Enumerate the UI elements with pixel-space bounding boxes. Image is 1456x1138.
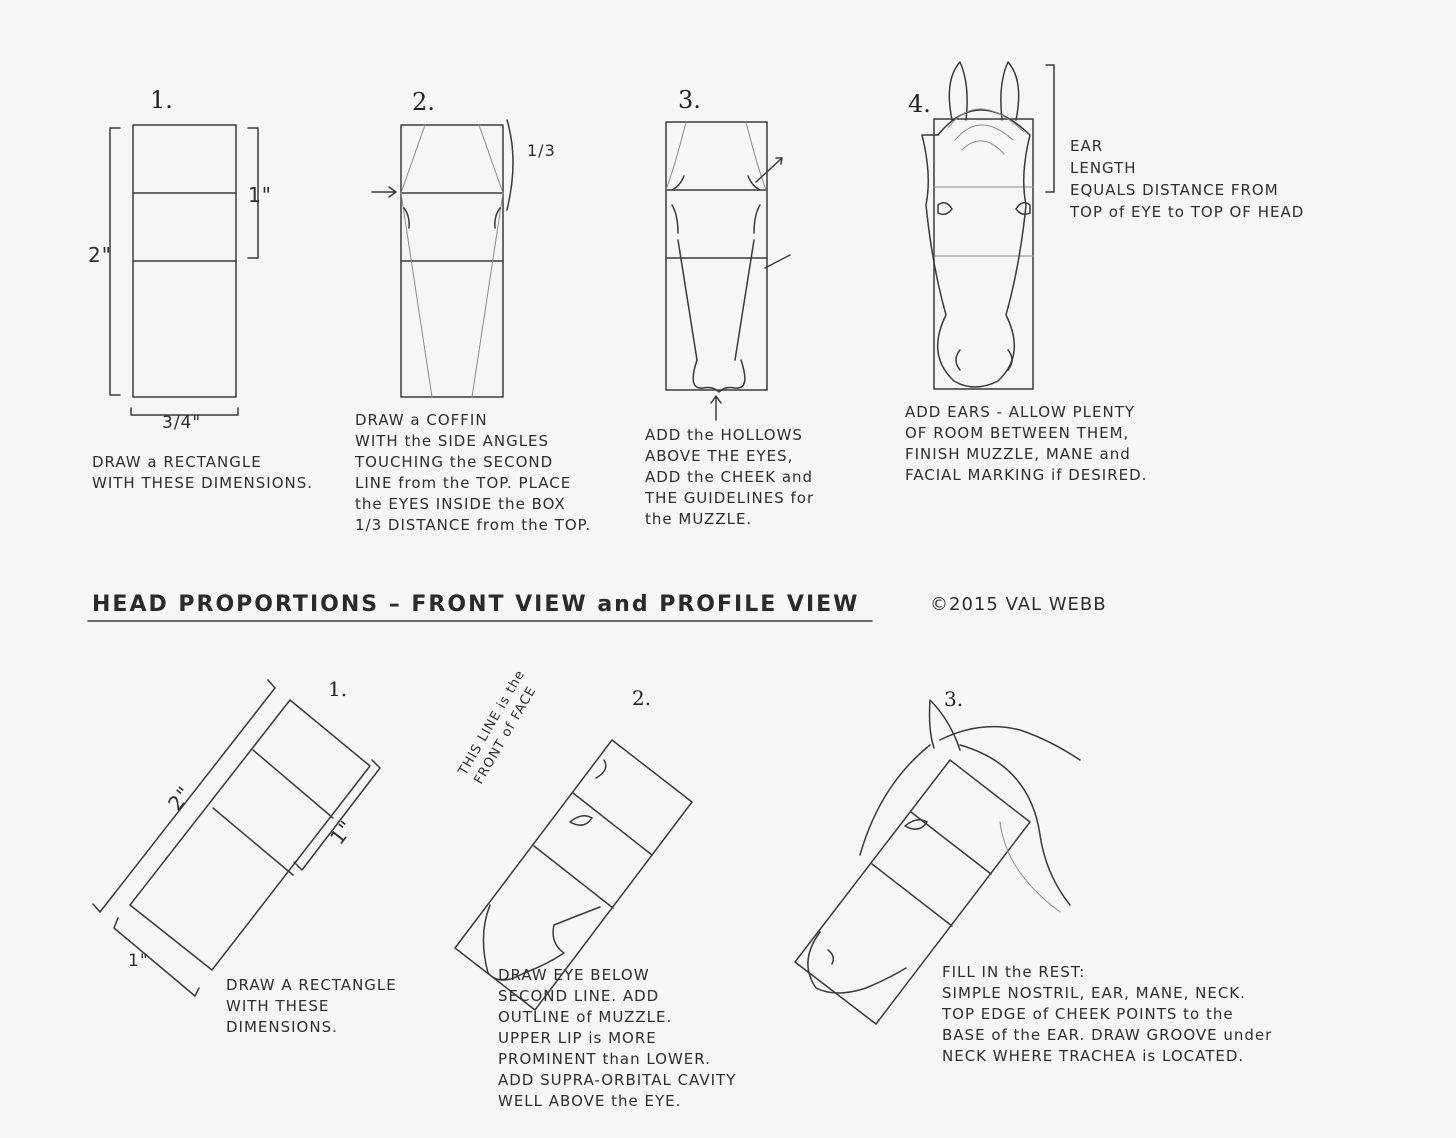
front-step1-height-dim: 2"	[88, 243, 112, 267]
front-of-face-note: THIS LINE is the FRONT of FACE	[455, 667, 540, 787]
ear-length-note: EAR LENGTH EQUALS DISTANCE FROM TOP of EYE to TOP OF HEAD	[1070, 137, 1305, 221]
profile-step1-length-dim: 2"	[163, 781, 197, 816]
front-step1-width-dim: 3/4"	[162, 413, 202, 433]
profile-step3-number: 3.	[944, 687, 964, 711]
front-step1-number: 1.	[150, 86, 173, 114]
front-step2-coffin	[372, 120, 513, 397]
profile-step3-note: FILL IN the REST: SIMPLE NOSTRIL, EAR, MANE, NECK. TOP EDGE of CHEEK POINTS to the BASE of the EAR. DRAW GROOVE under NECK WHERE TRACHEA is LOCATED.	[942, 963, 1273, 1065]
front-step2-third-dim: 1/3	[527, 141, 556, 160]
front-step2-number: 2.	[412, 88, 435, 116]
front-step1-rectangle	[110, 125, 258, 415]
page-title: HEAD PROPORTIONS – FRONT VIEW and PROFILE VIEW	[92, 592, 860, 617]
front-step1-half-dim: 1"	[248, 183, 272, 207]
front-step2-note: DRAW a COFFIN WITH the SIDE ANGLES TOUCHING the SECOND LINE from the TOP. PLACE the EYES INSIDE the BOX 1/3 DISTANCE from the TOP.	[355, 411, 592, 534]
profile-step1-number: 1.	[328, 677, 348, 701]
profile-step1-half-dim: 1"	[325, 815, 359, 850]
copyright: ©2015 VAL WEBB	[930, 594, 1107, 615]
front-step3-number: 3.	[678, 86, 701, 114]
profile-step1-note: DRAW A RECTANGLE WITH THESE DIMENSIONS.	[226, 976, 397, 1036]
front-step3-note: ADD the HOLLOWS ABOVE THE EYES, ADD the CHEEK and THE GUIDELINES for the MUZZLE.	[645, 426, 815, 528]
profile-step2-note: DRAW EYE BELOW SECOND LINE. ADD OUTLINE of MUZZLE. UPPER LIP is MORE PROMINENT than LOWER. ADD SUPRA-ORBITAL CAVITY WELL ABOVE the EYE.	[498, 966, 737, 1110]
front-step4-note: ADD EARS - ALLOW PLENTY OF ROOM BETWEEN THEM, FINISH MUZZLE, MANE and FACIAL MARKING if DESIRED.	[905, 403, 1148, 484]
profile-step1-width-dim: 1"	[128, 951, 149, 971]
front-step4-number: 4.	[908, 90, 931, 118]
front-step1-note: DRAW a RECTANGLE WITH THESE DIMENSIONS.	[92, 453, 314, 492]
front-step4-finished-head	[922, 62, 1054, 389]
profile-step2-number: 2.	[632, 686, 652, 710]
front-step3-head-guides	[666, 122, 790, 420]
